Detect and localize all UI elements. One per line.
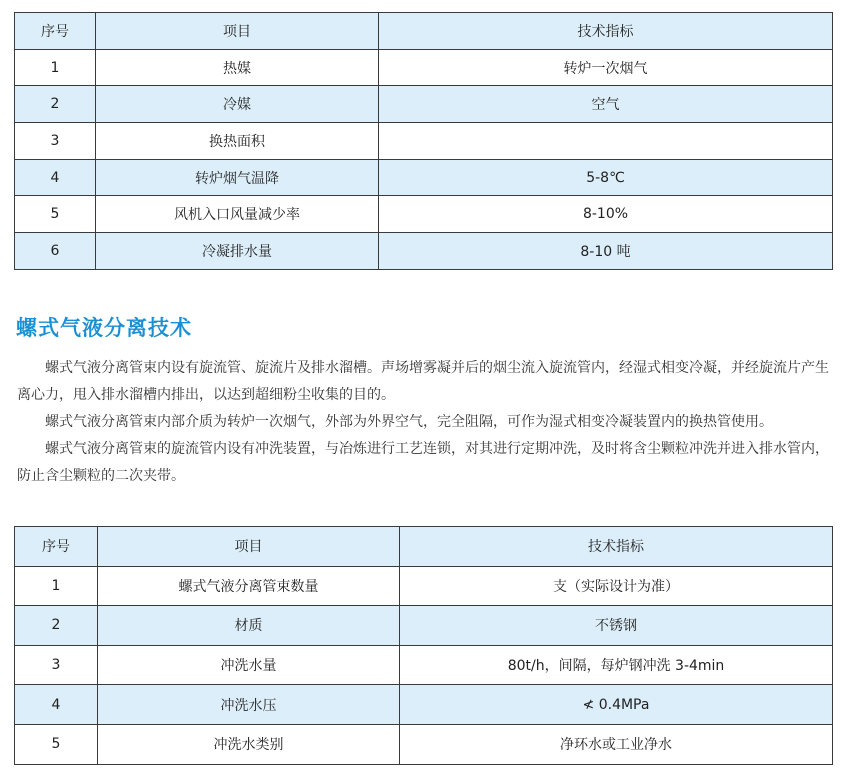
cell-item: 转炉烟气温降 xyxy=(96,159,379,196)
cell-spec: 支（实际设计为准） xyxy=(400,566,833,606)
table-row xyxy=(15,159,833,196)
cell-index: 3 xyxy=(15,123,96,160)
table-row xyxy=(15,724,833,764)
cell-index: 4 xyxy=(15,685,98,725)
table-row xyxy=(15,123,833,160)
section-body xyxy=(17,355,835,490)
cell-spec: 5-8℃ xyxy=(379,159,833,196)
cell-item: 风机入口风量减少率 xyxy=(96,196,379,233)
spec-table-1 xyxy=(14,12,833,270)
cell-index: 4 xyxy=(15,159,96,196)
cell-spec: 8-10 吨 xyxy=(379,233,833,270)
cell-item: 螺式气液分离管束数量 xyxy=(98,566,400,606)
table-row xyxy=(15,49,833,86)
paragraph: 螺式气液分离管束内设有旋流管、旋流片及排水溜槽。声场增雾凝并后的烟尘流入旋流管内，经湿式相变冷凝，并经旋流片产生离心力，甩入排水溜槽内排出，以达到超细粉尘收集的目的。 xyxy=(17,360,829,403)
cell-spec xyxy=(379,123,833,160)
header-cell: 项目 xyxy=(96,13,379,50)
table-row xyxy=(15,86,833,123)
cell-item: 材质 xyxy=(98,606,400,646)
table-row xyxy=(15,606,833,646)
paragraph: 螺式气液分离管束内部介质为转炉一次烟气，外部为外界空气，完全阻隔，可作为湿式相变冷凝装置内的换热管使用。 xyxy=(45,414,773,430)
cell-index: 3 xyxy=(15,645,98,685)
cell-spec: 转炉一次烟气 xyxy=(379,49,833,86)
table-header-row xyxy=(15,13,833,50)
table-row xyxy=(15,233,833,270)
table-row xyxy=(15,196,833,233)
spec-table-2 xyxy=(14,526,833,765)
cell-index: 6 xyxy=(15,233,96,270)
cell-item: 冷媒 xyxy=(96,86,379,123)
table-row xyxy=(15,566,833,606)
cell-item: 冲洗水类别 xyxy=(98,724,400,764)
table-row xyxy=(15,645,833,685)
cell-spec: 8-10% xyxy=(379,196,833,233)
cell-index: 2 xyxy=(15,86,96,123)
table-row xyxy=(15,685,833,725)
cell-item: 冲洗水量 xyxy=(98,645,400,685)
cell-index: 5 xyxy=(15,724,98,764)
cell-index: 1 xyxy=(15,49,96,86)
cell-item: 冲洗水压 xyxy=(98,685,400,725)
cell-spec: ≮ 0.4MPa xyxy=(400,685,833,725)
table-header-row xyxy=(15,527,833,567)
paragraph: 螺式气液分离管束的旋流管内设有冲洗装置，与冶炼进行工艺连锁，对其进行定期冲洗，及时将含尘颗粒冲洗并进入排水管内，防止含尘颗粒的二次夹带。 xyxy=(17,441,829,484)
cell-item: 热媒 xyxy=(96,49,379,86)
cell-spec: 空气 xyxy=(379,86,833,123)
cell-item: 冷凝排水量 xyxy=(96,233,379,270)
cell-spec: 80t/h，间隔，每炉钢冲洗 3-4min xyxy=(400,645,833,685)
cell-item: 换热面积 xyxy=(96,123,379,160)
header-cell: 技术指标 xyxy=(400,527,833,567)
cell-index: 2 xyxy=(15,606,98,646)
header-cell: 技术指标 xyxy=(379,13,833,50)
header-cell: 序号 xyxy=(15,527,98,567)
header-cell: 序号 xyxy=(15,13,96,50)
cell-spec: 不锈钢 xyxy=(400,606,833,646)
section-heading: 螺式气液分离技术 xyxy=(16,316,192,340)
cell-spec: 净环水或工业净水 xyxy=(400,724,833,764)
cell-index: 1 xyxy=(15,566,98,606)
header-cell: 项目 xyxy=(98,527,400,567)
cell-index: 5 xyxy=(15,196,96,233)
